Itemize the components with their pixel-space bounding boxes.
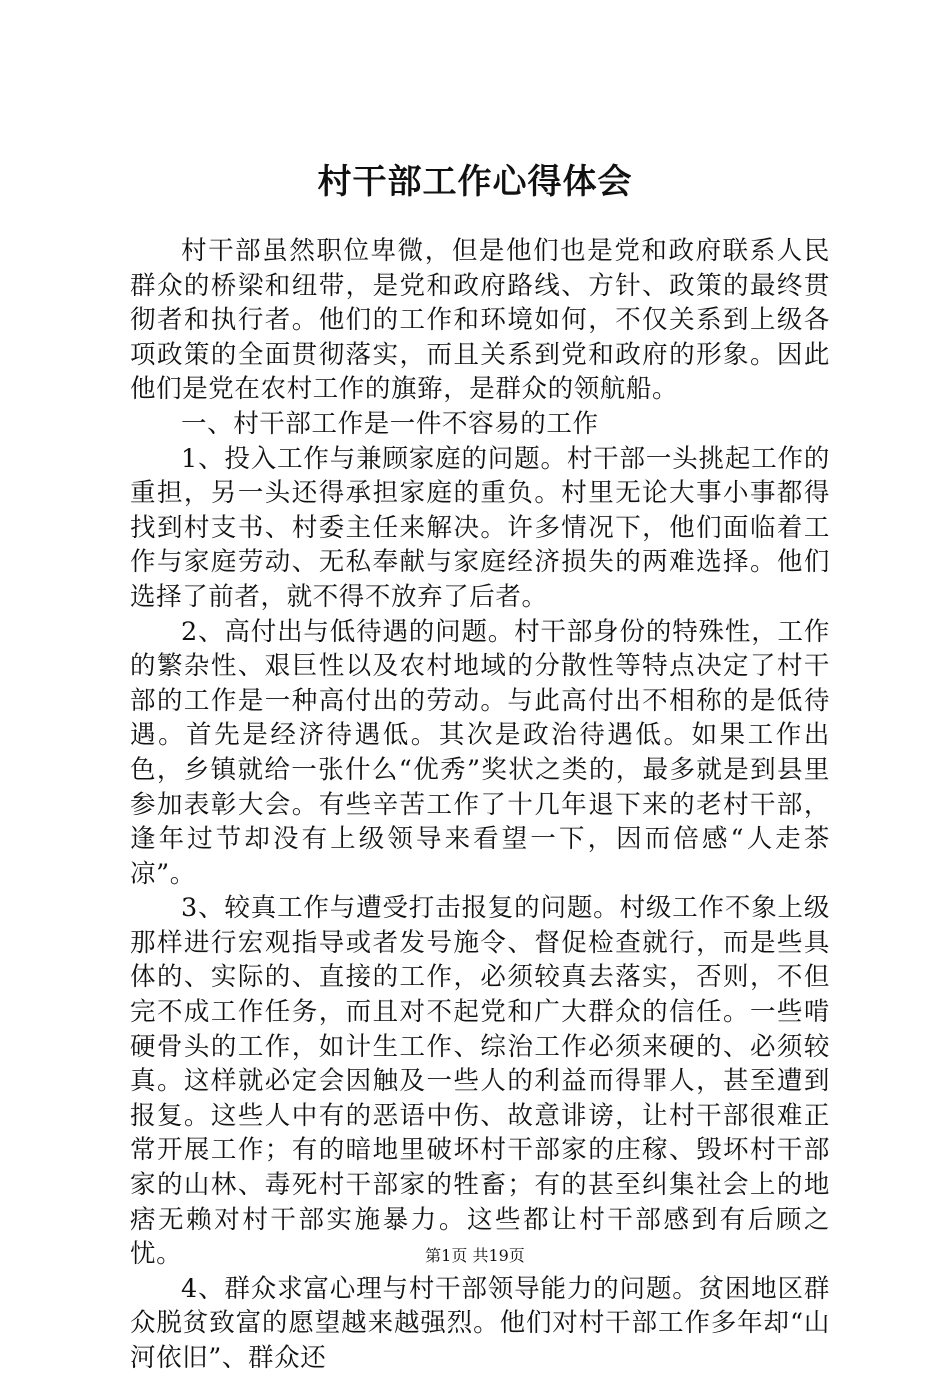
document-body — [130, 234, 830, 1376]
paragraph-intro: 村干部虽然职位卑微，但是他们也是党和政府联系人民群众的桥梁和纽带，是党和政府路线、方针、政策的最终贯彻者和执行者。他们的工作和环境如何，不仅关系到上级各项政策的全面贯彻落实，而且关系到党和政府的形象。因此他们是党在农村工作的旗臶，是群众的领航船。 — [130, 236, 830, 405]
paragraph-point-1: 1、投入工作与兼顾家庭的问题。村干部一头挑起工作的重担，另一头还得承担家庭的重负。村里无论大事小事都得找到村支书、村委主任来解决。许多情况下，他们面临着工作与家庭劳动、无私奉献与家庭经济损失的两难选择。他们选择了前者，就不得不放弃了后者。 — [130, 443, 830, 612]
page-number-footer: 第1页 共19页 — [425, 1246, 525, 1265]
paragraph-point-3: 3、较真工作与遭受打击报复的问题。村级工作不象上级那样进行宏观指导或者发号施令、督促检查就行，而是些具体的、实际的、直接的工作，必须较真去落实，否则，不但完不成工作任务，而且对不起党和广大群众的信任。一些啃硬骨头的工作，如计生工作、综治工作必须来硬的、必须较真。这样就必定会因触及一些人的利益而得罪人，甚至遭到报复。这些人中有的恶语中伤、故意诽谤，让村干部很难正常开展工作；有的暗地里破坏村干部家的庄稼、毁坏村干部家的山林、毒死村干部家的牲畜；有的甚至纠集社会上的地痞无赖对村干部实施暴力。这些都让村干部感到有后顾之忧。 — [130, 893, 830, 1270]
section-heading: 一、村干部工作是一件不容易的工作 — [181, 408, 599, 439]
paragraph-point-4: 4、群众求富心理与村干部领导能力的问题。贫困地区群众脱贫致富的愿望越来越强烈。他们对村干部工作多年却“山河依旧”、群众还 — [130, 1273, 830, 1373]
paragraph-point-2: 2、高付出与低待遇的问题。村干部身份的特殊性，工作的繁杂性、艰巨性以及农村地域的分散性等特点决定了村干部的工作是一种高付出的劳动。与此高付出不相称的是低待遇。首先是经济待遇低。其次是政治待遇低。如果工作出色，乡镇就给一张什么“优秀”奖状之类的，最多就是到县里参加表彰大会。有些辛苦工作了十几年退下来的老村干部，逢年过节却没有上级领导来看望一下，因而倍感“人走茶凉”。 — [130, 616, 830, 889]
document-title: 村干部工作心得体会 — [317, 162, 633, 202]
